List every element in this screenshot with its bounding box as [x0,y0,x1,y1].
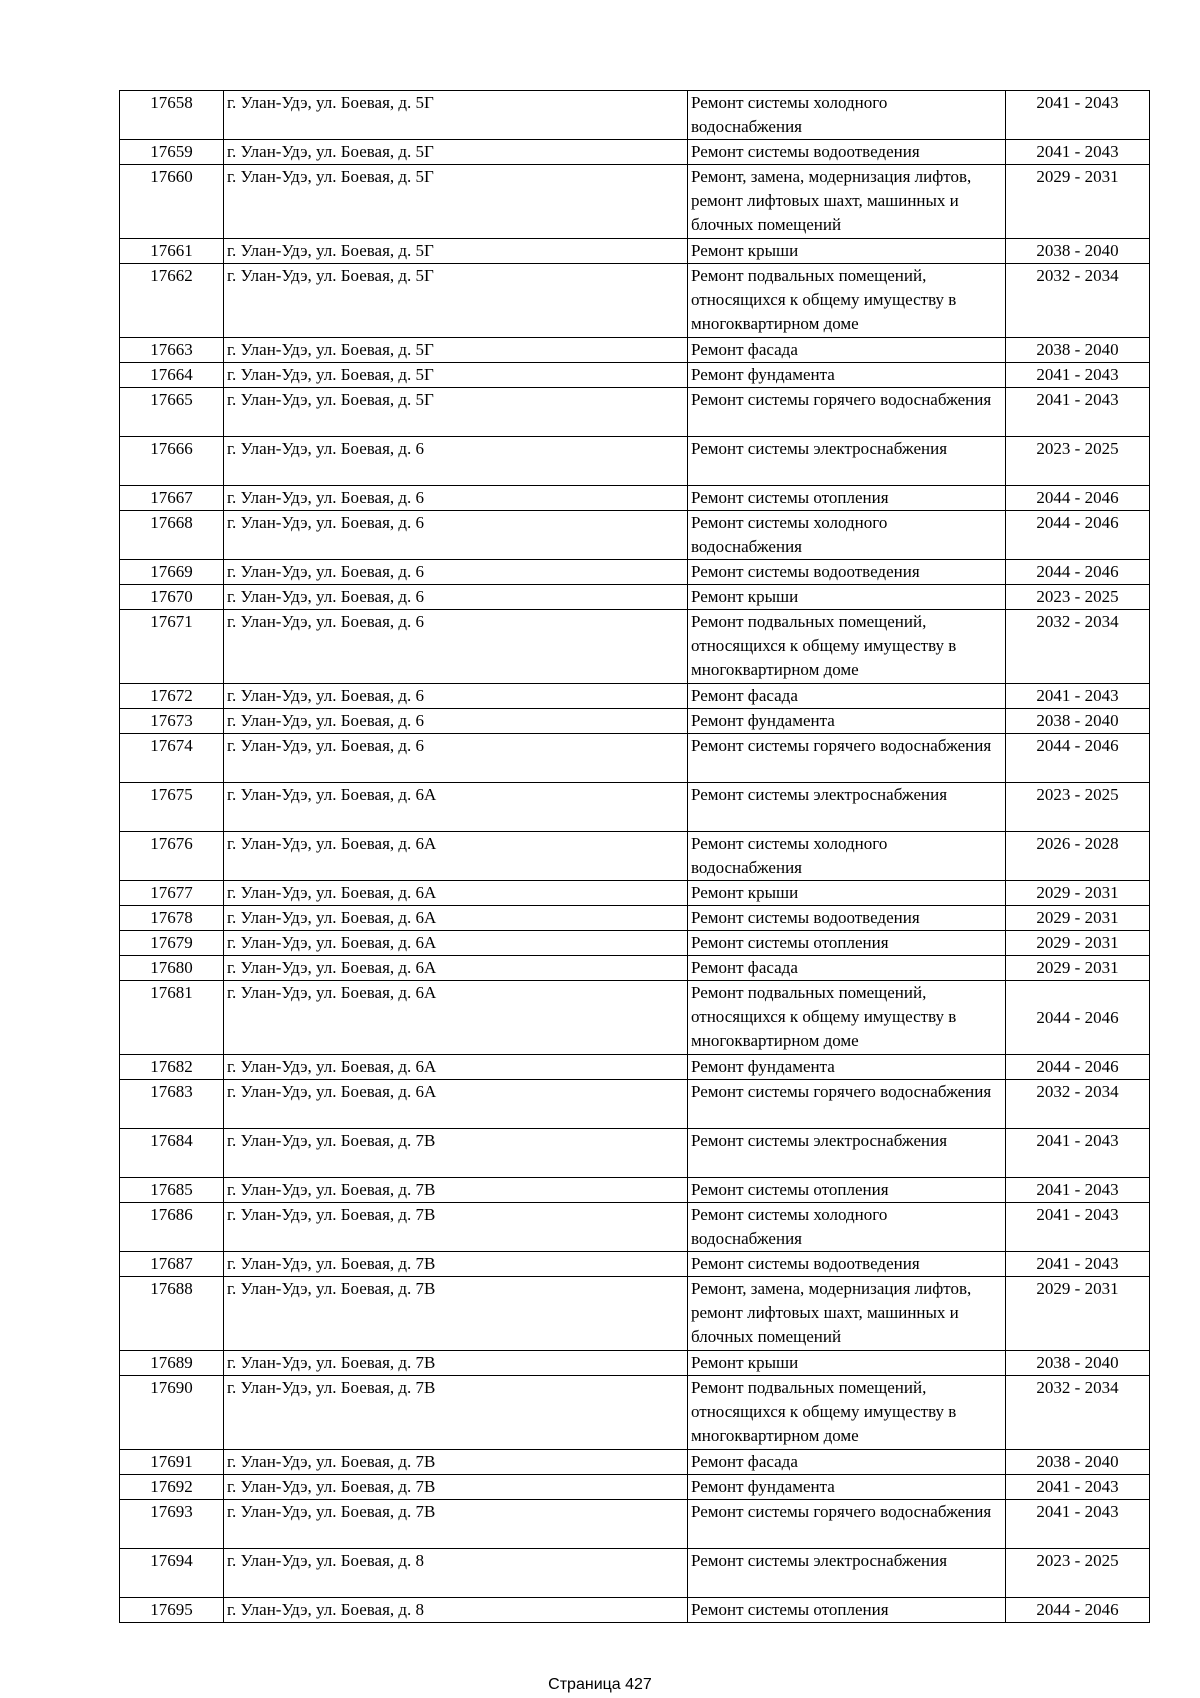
repair-schedule-table [119,90,1150,1623]
row-address: г. Улан-Удэ, ул. Боевая, д. 6 [224,709,688,734]
table-row [120,140,1150,165]
row-work-type: Ремонт, замена, модернизация лифтов, ремонт лифтовых шахт, машинных и блочных помещений [688,165,1006,239]
table-row [120,956,1150,981]
table-row [120,1178,1150,1203]
row-years: 2044 - 2046 [1006,981,1150,1055]
table-row [120,783,1150,832]
row-work-type: Ремонт подвальных помещений, относящихся к общему имуществу в многоквартирном доме [688,1376,1006,1450]
row-number: 17688 [120,1277,224,1351]
row-address: г. Улан-Удэ, ул. Боевая, д. 5Г [224,338,688,363]
table-row [120,264,1150,338]
table-row [120,1376,1150,1450]
row-number: 17691 [120,1450,224,1475]
row-number: 17685 [120,1178,224,1203]
table-row [120,1277,1150,1351]
row-years: 2029 - 2031 [1006,906,1150,931]
table-row [120,91,1150,140]
row-years: 2023 - 2025 [1006,437,1150,486]
row-number: 17679 [120,931,224,956]
row-work-type: Ремонт подвальных помещений, относящихся к общему имуществу в многоквартирном доме [688,981,1006,1055]
row-work-type: Ремонт системы отопления [688,1598,1006,1623]
row-number: 17667 [120,486,224,511]
row-number: 17677 [120,881,224,906]
row-years: 2038 - 2040 [1006,1450,1150,1475]
row-number: 17681 [120,981,224,1055]
row-address: г. Улан-Удэ, ул. Боевая, д. 6А [224,931,688,956]
row-years: 2029 - 2031 [1006,931,1150,956]
row-work-type: Ремонт системы электроснабжения [688,783,1006,832]
row-number: 17692 [120,1475,224,1500]
row-work-type: Ремонт системы отопления [688,486,1006,511]
row-address: г. Улан-Удэ, ул. Боевая, д. 6 [224,585,688,610]
row-work-type: Ремонт системы водоотведения [688,560,1006,585]
table-body [120,91,1150,1623]
table-row [120,1351,1150,1376]
table-row [120,684,1150,709]
row-address: г. Улан-Удэ, ул. Боевая, д. 5Г [224,264,688,338]
row-years: 2029 - 2031 [1006,881,1150,906]
table-row [120,388,1150,437]
row-number: 17660 [120,165,224,239]
row-years: 2032 - 2034 [1006,610,1150,684]
row-years: 2041 - 2043 [1006,1178,1150,1203]
row-years: 2023 - 2025 [1006,783,1150,832]
row-number: 17666 [120,437,224,486]
row-work-type: Ремонт крыши [688,881,1006,906]
row-work-type: Ремонт системы электроснабжения [688,1129,1006,1178]
row-work-type: Ремонт системы горячего водоснабжения [688,734,1006,783]
row-work-type: Ремонт системы горячего водоснабжения [688,388,1006,437]
row-address: г. Улан-Удэ, ул. Боевая, д. 7В [224,1351,688,1376]
row-work-type: Ремонт системы холодного водоснабжения [688,91,1006,140]
row-number: 17662 [120,264,224,338]
table-row [120,363,1150,388]
row-years: 2044 - 2046 [1006,560,1150,585]
row-address: г. Улан-Удэ, ул. Боевая, д. 6А [224,956,688,981]
row-address: г. Улан-Удэ, ул. Боевая, д. 6 [224,560,688,585]
row-number: 17684 [120,1129,224,1178]
row-work-type: Ремонт подвальных помещений, относящихся к общему имуществу в многоквартирном доме [688,610,1006,684]
row-work-type: Ремонт фасада [688,684,1006,709]
row-work-type: Ремонт системы электроснабжения [688,437,1006,486]
row-address: г. Улан-Удэ, ул. Боевая, д. 8 [224,1598,688,1623]
row-address: г. Улан-Удэ, ул. Боевая, д. 6А [224,1055,688,1080]
row-work-type: Ремонт системы водоотведения [688,1252,1006,1277]
row-years: 2041 - 2043 [1006,1252,1150,1277]
row-years: 2041 - 2043 [1006,363,1150,388]
row-address: г. Улан-Удэ, ул. Боевая, д. 6А [224,783,688,832]
row-number: 17665 [120,388,224,437]
row-work-type: Ремонт системы горячего водоснабжения [688,1080,1006,1129]
row-address: г. Улан-Удэ, ул. Боевая, д. 7В [224,1450,688,1475]
table-row [120,931,1150,956]
row-work-type: Ремонт фасада [688,338,1006,363]
row-years: 2044 - 2046 [1006,486,1150,511]
table-row [120,338,1150,363]
row-address: г. Улан-Удэ, ул. Боевая, д. 7В [224,1500,688,1549]
row-work-type: Ремонт системы холодного водоснабжения [688,511,1006,560]
row-work-type: Ремонт системы холодного водоснабжения [688,832,1006,881]
row-work-type: Ремонт системы электроснабжения [688,1549,1006,1598]
row-number: 17682 [120,1055,224,1080]
table-row [120,1475,1150,1500]
row-address: г. Улан-Удэ, ул. Боевая, д. 6 [224,684,688,709]
row-number: 17694 [120,1549,224,1598]
row-number: 17664 [120,363,224,388]
table-row [120,1500,1150,1549]
table-row [120,486,1150,511]
row-address: г. Улан-Удэ, ул. Боевая, д. 7В [224,1129,688,1178]
table-row [120,1055,1150,1080]
row-work-type: Ремонт системы отопления [688,931,1006,956]
table-row [120,981,1150,1055]
row-years: 2041 - 2043 [1006,1129,1150,1178]
row-years: 2041 - 2043 [1006,1203,1150,1252]
row-number: 17678 [120,906,224,931]
table-row [120,437,1150,486]
row-address: г. Улан-Удэ, ул. Боевая, д. 6 [224,486,688,511]
row-years: 2041 - 2043 [1006,1500,1150,1549]
row-number: 17686 [120,1203,224,1252]
table-row [120,1598,1150,1623]
row-number: 17690 [120,1376,224,1450]
table-row [120,165,1150,239]
row-work-type: Ремонт крыши [688,239,1006,264]
row-number: 17670 [120,585,224,610]
row-number: 17673 [120,709,224,734]
row-number: 17674 [120,734,224,783]
row-address: г. Улан-Удэ, ул. Боевая, д. 7В [224,1376,688,1450]
row-address: г. Улан-Удэ, ул. Боевая, д. 7В [224,1252,688,1277]
row-years: 2032 - 2034 [1006,1080,1150,1129]
row-work-type: Ремонт фундамента [688,363,1006,388]
row-number: 17668 [120,511,224,560]
row-years: 2044 - 2046 [1006,1055,1150,1080]
row-number: 17680 [120,956,224,981]
row-address: г. Улан-Удэ, ул. Боевая, д. 5Г [224,165,688,239]
table-row [120,1203,1150,1252]
row-years: 2041 - 2043 [1006,1475,1150,1500]
row-work-type: Ремонт системы холодного водоснабжения [688,1203,1006,1252]
row-number: 17671 [120,610,224,684]
row-address: г. Улан-Удэ, ул. Боевая, д. 6 [224,511,688,560]
row-years: 2032 - 2034 [1006,264,1150,338]
row-years: 2044 - 2046 [1006,1598,1150,1623]
row-work-type: Ремонт крыши [688,1351,1006,1376]
row-work-type: Ремонт системы водоотведения [688,140,1006,165]
row-work-type: Ремонт фасада [688,1450,1006,1475]
row-number: 17658 [120,91,224,140]
row-number: 17672 [120,684,224,709]
row-number: 17663 [120,338,224,363]
row-work-type: Ремонт фундамента [688,709,1006,734]
row-address: г. Улан-Удэ, ул. Боевая, д. 5Г [224,140,688,165]
table-row [120,709,1150,734]
table-row [120,1080,1150,1129]
row-years: 2044 - 2046 [1006,511,1150,560]
row-address: г. Улан-Удэ, ул. Боевая, д. 6 [224,610,688,684]
table-row [120,881,1150,906]
row-years: 2029 - 2031 [1006,956,1150,981]
row-number: 17675 [120,783,224,832]
row-address: г. Улан-Удэ, ул. Боевая, д. 6 [224,437,688,486]
row-address: г. Улан-Удэ, ул. Боевая, д. 7В [224,1475,688,1500]
row-work-type: Ремонт фасада [688,956,1006,981]
table-row [120,734,1150,783]
row-years: 2041 - 2043 [1006,388,1150,437]
row-years: 2029 - 2031 [1006,1277,1150,1351]
row-years: 2032 - 2034 [1006,1376,1150,1450]
row-address: г. Улан-Удэ, ул. Боевая, д. 6А [224,981,688,1055]
row-address: г. Улан-Удэ, ул. Боевая, д. 6А [224,832,688,881]
row-years: 2038 - 2040 [1006,1351,1150,1376]
row-address: г. Улан-Удэ, ул. Боевая, д. 5Г [224,91,688,140]
row-years: 2038 - 2040 [1006,338,1150,363]
row-work-type: Ремонт подвальных помещений, относящихся к общему имуществу в многоквартирном доме [688,264,1006,338]
row-work-type: Ремонт системы водоотведения [688,906,1006,931]
row-years: 2041 - 2043 [1006,684,1150,709]
row-years: 2029 - 2031 [1006,165,1150,239]
row-address: г. Улан-Удэ, ул. Боевая, д. 7В [224,1203,688,1252]
row-number: 17687 [120,1252,224,1277]
row-number: 17659 [120,140,224,165]
table-row [120,1450,1150,1475]
table-row [120,239,1150,264]
row-address: г. Улан-Удэ, ул. Боевая, д. 7В [224,1178,688,1203]
row-work-type: Ремонт фундамента [688,1055,1006,1080]
row-address: г. Улан-Удэ, ул. Боевая, д. 5Г [224,363,688,388]
table-row [120,1549,1150,1598]
row-years: 2026 - 2028 [1006,832,1150,881]
row-years: 2044 - 2046 [1006,734,1150,783]
table-row [120,585,1150,610]
row-number: 17689 [120,1351,224,1376]
row-number: 17695 [120,1598,224,1623]
table-row [120,906,1150,931]
row-number: 17669 [120,560,224,585]
row-years: 2038 - 2040 [1006,709,1150,734]
row-address: г. Улан-Удэ, ул. Боевая, д. 8 [224,1549,688,1598]
row-work-type: Ремонт системы отопления [688,1178,1006,1203]
row-number: 17683 [120,1080,224,1129]
row-address: г. Улан-Удэ, ул. Боевая, д. 6А [224,906,688,931]
row-years: 2041 - 2043 [1006,91,1150,140]
row-years: 2038 - 2040 [1006,239,1150,264]
row-address: г. Улан-Удэ, ул. Боевая, д. 6А [224,881,688,906]
row-years: 2041 - 2043 [1006,140,1150,165]
row-work-type: Ремонт крыши [688,585,1006,610]
row-number: 17661 [120,239,224,264]
table-row [120,511,1150,560]
table-row [120,610,1150,684]
row-address: г. Улан-Удэ, ул. Боевая, д. 6 [224,734,688,783]
row-years: 2023 - 2025 [1006,585,1150,610]
row-number: 17676 [120,832,224,881]
row-address: г. Улан-Удэ, ул. Боевая, д. 5Г [224,239,688,264]
row-number: 17693 [120,1500,224,1549]
table-row [120,560,1150,585]
row-address: г. Улан-Удэ, ул. Боевая, д. 5Г [224,388,688,437]
row-work-type: Ремонт системы горячего водоснабжения [688,1500,1006,1549]
table-row [120,1129,1150,1178]
row-years: 2023 - 2025 [1006,1549,1150,1598]
page-number: Страница 427 [548,1676,652,1693]
table-row [120,1252,1150,1277]
row-address: г. Улан-Удэ, ул. Боевая, д. 6А [224,1080,688,1129]
row-work-type: Ремонт, замена, модернизация лифтов, ремонт лифтовых шахт, машинных и блочных помещений [688,1277,1006,1351]
table-row [120,832,1150,881]
row-address: г. Улан-Удэ, ул. Боевая, д. 7В [224,1277,688,1351]
row-work-type: Ремонт фундамента [688,1475,1006,1500]
